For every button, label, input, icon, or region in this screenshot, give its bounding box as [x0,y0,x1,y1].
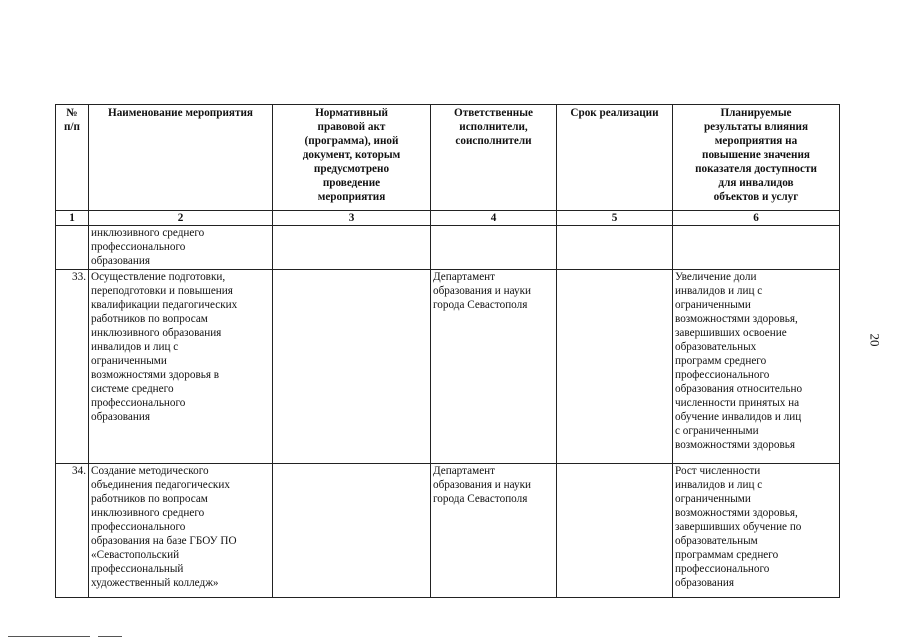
row-term [557,270,673,464]
row-act [273,270,431,464]
row-responsible [431,226,557,270]
row-responsible: Департамент образования и науки города Севастополя [431,270,557,464]
row-result: Увеличение доли инвалидов и лиц с ограниченными возможностями здоровья, завершивших освоение образовательных программ среднего профессионального образования относительно численности принятых на обучение инвалидов и лиц с ограниченными возможностями здоровья [673,270,840,464]
table-row [56,226,840,270]
row-act [273,226,431,270]
column-number: 4 [431,211,557,226]
row-result [673,226,840,270]
column-number-row [56,211,840,226]
header-act: Нормативный правовой акт (программа), иной документ, которым предусмотрено проведение мероприятия [273,105,431,211]
row-result: Рост численности инвалидов и лиц с ограниченными возможностями здоровья, завершивших обучение по образовательным программам среднего профессионального образования [673,464,840,598]
page-number: 20 [867,333,883,347]
column-number: 3 [273,211,431,226]
row-term [557,226,673,270]
scan-edge-line [98,636,122,637]
column-number: 1 [56,211,89,226]
column-number: 6 [673,211,840,226]
header-result: Планируемые результаты влияния мероприятия на повышение значения показателя доступности для инвалидов объектов и услуг [673,105,840,211]
row-num [56,226,89,270]
row-act [273,464,431,598]
row-name: инклюзивного среднего профессионального образования [89,226,273,270]
table-row [56,270,840,464]
header-term: Срок реализации [557,105,673,211]
column-number: 5 [557,211,673,226]
header-name: Наименование мероприятия [89,105,273,211]
measures-table [55,104,840,598]
header-num: № п/п [56,105,89,211]
row-name: Осуществление подготовки, переподготовки и повышения квалификации педагогических работников по вопросам инклюзивного образования инвалидов и лиц с ограниченными возможностями здоровья в системе среднего профессионального образования [89,270,273,464]
scan-edge-line [8,636,90,637]
table-row [56,464,840,598]
row-name: Создание методического объединения педагогических работников по вопросам инклюзивного среднего профессионального образования на базе ГБОУ ПО «Севастопольский профессиональный художественный колледж» [89,464,273,598]
column-number: 2 [89,211,273,226]
row-responsible: Департамент образования и науки города Севастополя [431,464,557,598]
row-num: 34. [56,464,89,598]
header-responsible: Ответственные исполнители, соисполнители [431,105,557,211]
table-header-row [56,105,840,211]
row-term [557,464,673,598]
row-num: 33. [56,270,89,464]
